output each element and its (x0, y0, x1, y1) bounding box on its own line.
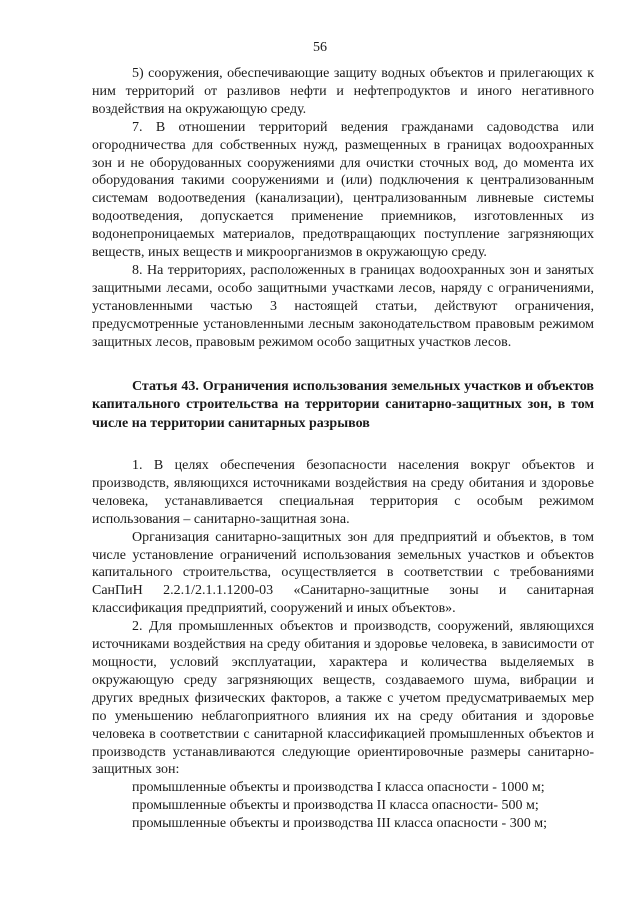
list-item-class-2: промышленные объекты и производства II класса опасности- 500 м; (132, 798, 539, 814)
paragraph-item-1: 1. В целях обеспечения безопасности населения вокруг объектов и производств, являющихся источниками воздействия на среду обитания и здоровье человека, устанавливается специальная территория с особым режимом использования – санитарно-защитная зона. (92, 458, 594, 527)
list-item-class-3: промышленные объекты и производства III класса опасности - 300 м; (132, 816, 547, 832)
paragraph-item-8: 8. На территориях, расположенных в границах водоохранных зон и занятых защитными лесами, особо защитными участками лесов, наряду с ограничениями, установленными частью 3 настоящей статьи, действуют ограничения, предусмотренные установленными лесным законодательством правовым режимом защитных лесов, правовым режимом особо защитных участков лесов. (92, 262, 594, 350)
list-item-class-1: промышленные объекты и производства I класса опасности - 1000 м; (132, 780, 545, 796)
document-body (92, 65, 594, 833)
paragraph-item-5: 5) сооружения, обеспечивающие защиту водных объектов и прилегающих к ним территорий от разливов нефти и нефтепродуктов и иного негативного воздействия на окружающую среду. (92, 66, 594, 117)
paragraph-sanpin: Организация санитарно-защитных зон для предприятий и объектов, в том числе установление ограничений использования земельных участков и объектов капитального строительства, осуществляется в соответствии с требованиями СанПиН 2.2.1/2.1.1.1200-03 «Санитарно-защитные зоны и санитарная классификация предприятий, сооружений и иных объектов». (92, 529, 594, 617)
article-heading: Статья 43. Ограничения использования земельных участков и объектов капитального строительства на территории санитарно-защитных зон, в том числе на территории санитарных разрывов (92, 378, 594, 431)
paragraph-item-7: 7. В отношении территорий ведения гражданами садоводства или огородничества для собственных нужд, размещенных в границах водоохранных зон и не оборудованных сооружениями для очистки сточных вод, до момента их оборудования такими сооружениями и (или) подключения к централизованным системам водоотведения (канализации), централизованным ливневые системы водоотведения, допускается применение приемников, изготовленных из водонепроницаемых материалов, предотвращающих поступление загрязняющих веществ, иных веществ и микроорганизмов в окружающую среду. (92, 119, 594, 261)
paragraph-item-2: 2. Для промышленных объектов и производств, сооружений, являющихся источниками воздействия на среду обитания и здоровье человека, в зависимости от мощности, условий эксплуатации, характера и количества выделяемых в окружающую среду загрязняющих веществ, создаваемого шума, вибрации и других вредных физических факторов, а также с учетом предусматриваемых мер по уменьшению неблагоприятного влияния их на среду обитания и здоровье человека в соответствии с санитарной классификацией промышленных объектов и производств устанавливаются следующие ориентировочные размеры санитарно-защитных зон: (92, 619, 594, 778)
page-number: 56 (313, 40, 327, 55)
